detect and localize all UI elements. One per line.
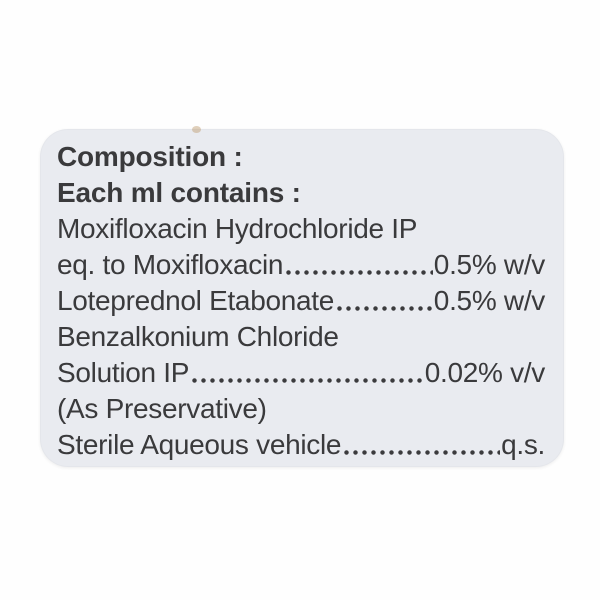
- dot-leader: [344, 450, 500, 455]
- each-ml-contains-heading: [57, 175, 545, 211]
- preservative-note: [57, 391, 545, 427]
- paper-speck: [192, 126, 201, 133]
- composition-label: [40, 129, 564, 467]
- composition-heading-text: Composition :: [57, 141, 243, 172]
- ingredient-row-loteprednol: [57, 283, 545, 319]
- ingredient-strength: 0.5% w/v: [433, 285, 545, 316]
- ingredient-name: Moxifloxacin Hydrochloride IP: [57, 213, 418, 244]
- ingredient-row-eq-to-moxifloxacin: [57, 247, 545, 283]
- ingredient-strength: 0.02% v/v: [424, 357, 545, 388]
- dot-leader: [192, 378, 424, 383]
- each-ml-contains-text: Each ml contains :: [57, 177, 301, 208]
- dot-leader: [337, 306, 433, 311]
- composition-heading: [57, 139, 545, 175]
- ingredient-row-solution-ip: [57, 355, 545, 391]
- dot-leader: [286, 270, 433, 275]
- ingredient-name: eq. to Moxifloxacin: [57, 249, 284, 280]
- ingredient-row-sterile-vehicle: [57, 427, 545, 463]
- ingredient-name: Sterile Aqueous vehicle: [57, 429, 342, 460]
- ingredient-strength: 0.5% w/v: [433, 249, 545, 280]
- preservative-note-text: (As Preservative): [57, 393, 267, 424]
- ingredient-row-benzalkonium: [57, 319, 545, 355]
- ingredient-name: Solution IP: [57, 357, 190, 388]
- ingredient-strength: q.s.: [501, 429, 545, 460]
- ingredient-name: Benzalkonium Chloride: [57, 321, 339, 352]
- ingredient-name: Loteprednol Etabonate: [57, 285, 335, 316]
- ingredient-row-moxifloxacin-hcl: [57, 211, 545, 247]
